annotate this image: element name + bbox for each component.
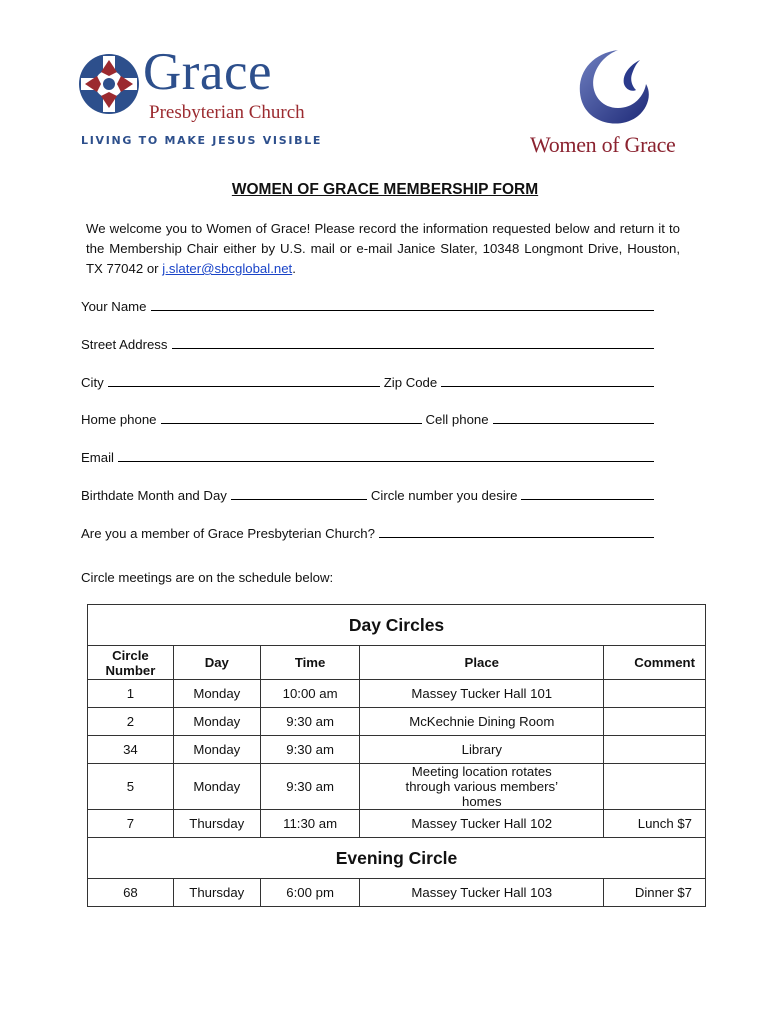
time-cell: 9:30 am xyxy=(260,764,360,810)
time-cell: 6:00 pm xyxy=(260,879,360,907)
table-row xyxy=(88,708,706,736)
time-cell: 11:30 am xyxy=(260,810,360,838)
place-cell: Meeting location rotates through various members’ homes xyxy=(360,764,604,810)
day-cell: Monday xyxy=(173,708,260,736)
time-cell: 10:00 am xyxy=(260,680,360,708)
women-of-grace-logo xyxy=(528,46,696,158)
circle-cell: 34 xyxy=(88,736,174,764)
city-field[interactable] xyxy=(108,373,380,387)
circle-cell: 2 xyxy=(88,708,174,736)
comment-cell xyxy=(604,736,706,764)
email-label: Email xyxy=(81,450,114,465)
name-field[interactable] xyxy=(151,297,655,311)
field-row-birthdate-circle xyxy=(81,483,654,503)
zip-label: Zip Code xyxy=(383,375,438,390)
field-row-street xyxy=(81,332,654,352)
birthdate-label: Birthdate Month and Day xyxy=(81,488,227,503)
comment-cell xyxy=(604,680,706,708)
time-cell: 9:30 am xyxy=(260,736,360,764)
place-cell: McKechnie Dining Room xyxy=(360,708,604,736)
email-field[interactable] xyxy=(118,448,654,462)
birthdate-field[interactable] xyxy=(231,486,367,500)
time-cell: 9:30 am xyxy=(260,708,360,736)
circle-number-label: Circle number you desire xyxy=(370,488,518,503)
intro-end: . xyxy=(292,261,296,276)
day-cell: Monday xyxy=(173,680,260,708)
col-header-day: Day xyxy=(173,646,260,680)
comment-cell xyxy=(604,708,706,736)
circle-cell: 1 xyxy=(88,680,174,708)
swirl-g-icon xyxy=(566,46,656,134)
circle-cell: 68 xyxy=(88,879,174,907)
table-row xyxy=(88,810,706,838)
street-field[interactable] xyxy=(172,335,655,349)
comment-cell xyxy=(604,764,706,810)
intro-text: We welcome you to Women of Grace! Please record the information requested below and return it to the Membership Chair either by U.S. mail or e-mail Janice Slater, 10348 Longmont Drive, Houston, TX 77042 or xyxy=(86,221,680,276)
place-cell: Library xyxy=(360,736,604,764)
circle-cell: 7 xyxy=(88,810,174,838)
circle-number-field[interactable] xyxy=(521,486,654,500)
col-header-time: Time xyxy=(260,646,360,680)
member-question-label: Are you a member of Grace Presbyterian Church? xyxy=(81,526,375,541)
grace-subtitle: Presbyterian Church xyxy=(149,102,305,123)
table-row xyxy=(88,879,706,907)
home-phone-label: Home phone xyxy=(81,412,157,427)
field-row-city-zip xyxy=(81,370,654,390)
member-answer-field[interactable] xyxy=(379,524,654,538)
evening-circle-heading: Evening Circle xyxy=(88,838,706,879)
day-cell: Thursday xyxy=(173,810,260,838)
cell-phone-label: Cell phone xyxy=(425,412,489,427)
field-row-member xyxy=(81,521,654,541)
col-header-place: Place xyxy=(360,646,604,680)
field-row-email xyxy=(81,445,654,465)
intro-paragraph xyxy=(86,219,680,279)
col-header-comment: Comment xyxy=(604,646,706,680)
comment-cell: Lunch $7 xyxy=(604,810,706,838)
schedule-note: Circle meetings are on the schedule below: xyxy=(81,570,334,585)
place-cell: Massey Tucker Hall 103 xyxy=(360,879,604,907)
grace-wordmark: Grace xyxy=(143,43,272,101)
name-label: Your Name xyxy=(81,299,147,314)
zip-field[interactable] xyxy=(441,373,654,387)
table-row xyxy=(88,680,706,708)
circle-schedule-table xyxy=(87,604,706,907)
day-circles-heading: Day Circles xyxy=(88,605,706,646)
day-cell: Monday xyxy=(173,736,260,764)
grace-tagline: LIVING TO MAKE JESUS VISIBLE xyxy=(81,134,323,147)
celtic-cross-icon xyxy=(77,52,141,116)
day-cell: Thursday xyxy=(173,879,260,907)
day-cell: Monday xyxy=(173,764,260,810)
street-label: Street Address xyxy=(81,337,168,352)
grace-church-logo xyxy=(77,43,323,152)
col-header-circle: Circle Number xyxy=(88,646,174,680)
membership-email-link[interactable]: j.slater@sbcglobal.net xyxy=(162,261,293,276)
place-cell: Massey Tucker Hall 102 xyxy=(360,810,604,838)
place-cell: Massey Tucker Hall 101 xyxy=(360,680,604,708)
table-row xyxy=(88,764,706,810)
table-row xyxy=(88,736,706,764)
comment-cell: Dinner $7 xyxy=(604,879,706,907)
home-phone-field[interactable] xyxy=(161,410,422,424)
cell-phone-field[interactable] xyxy=(493,410,654,424)
city-label: City xyxy=(81,375,104,390)
form-title: WOMEN OF GRACE MEMBERSHIP FORM xyxy=(231,181,539,198)
field-row-name xyxy=(81,294,654,314)
women-of-grace-wordmark: Women of Grace xyxy=(530,132,676,157)
circle-cell: 5 xyxy=(88,764,174,810)
field-row-phones xyxy=(81,407,654,427)
